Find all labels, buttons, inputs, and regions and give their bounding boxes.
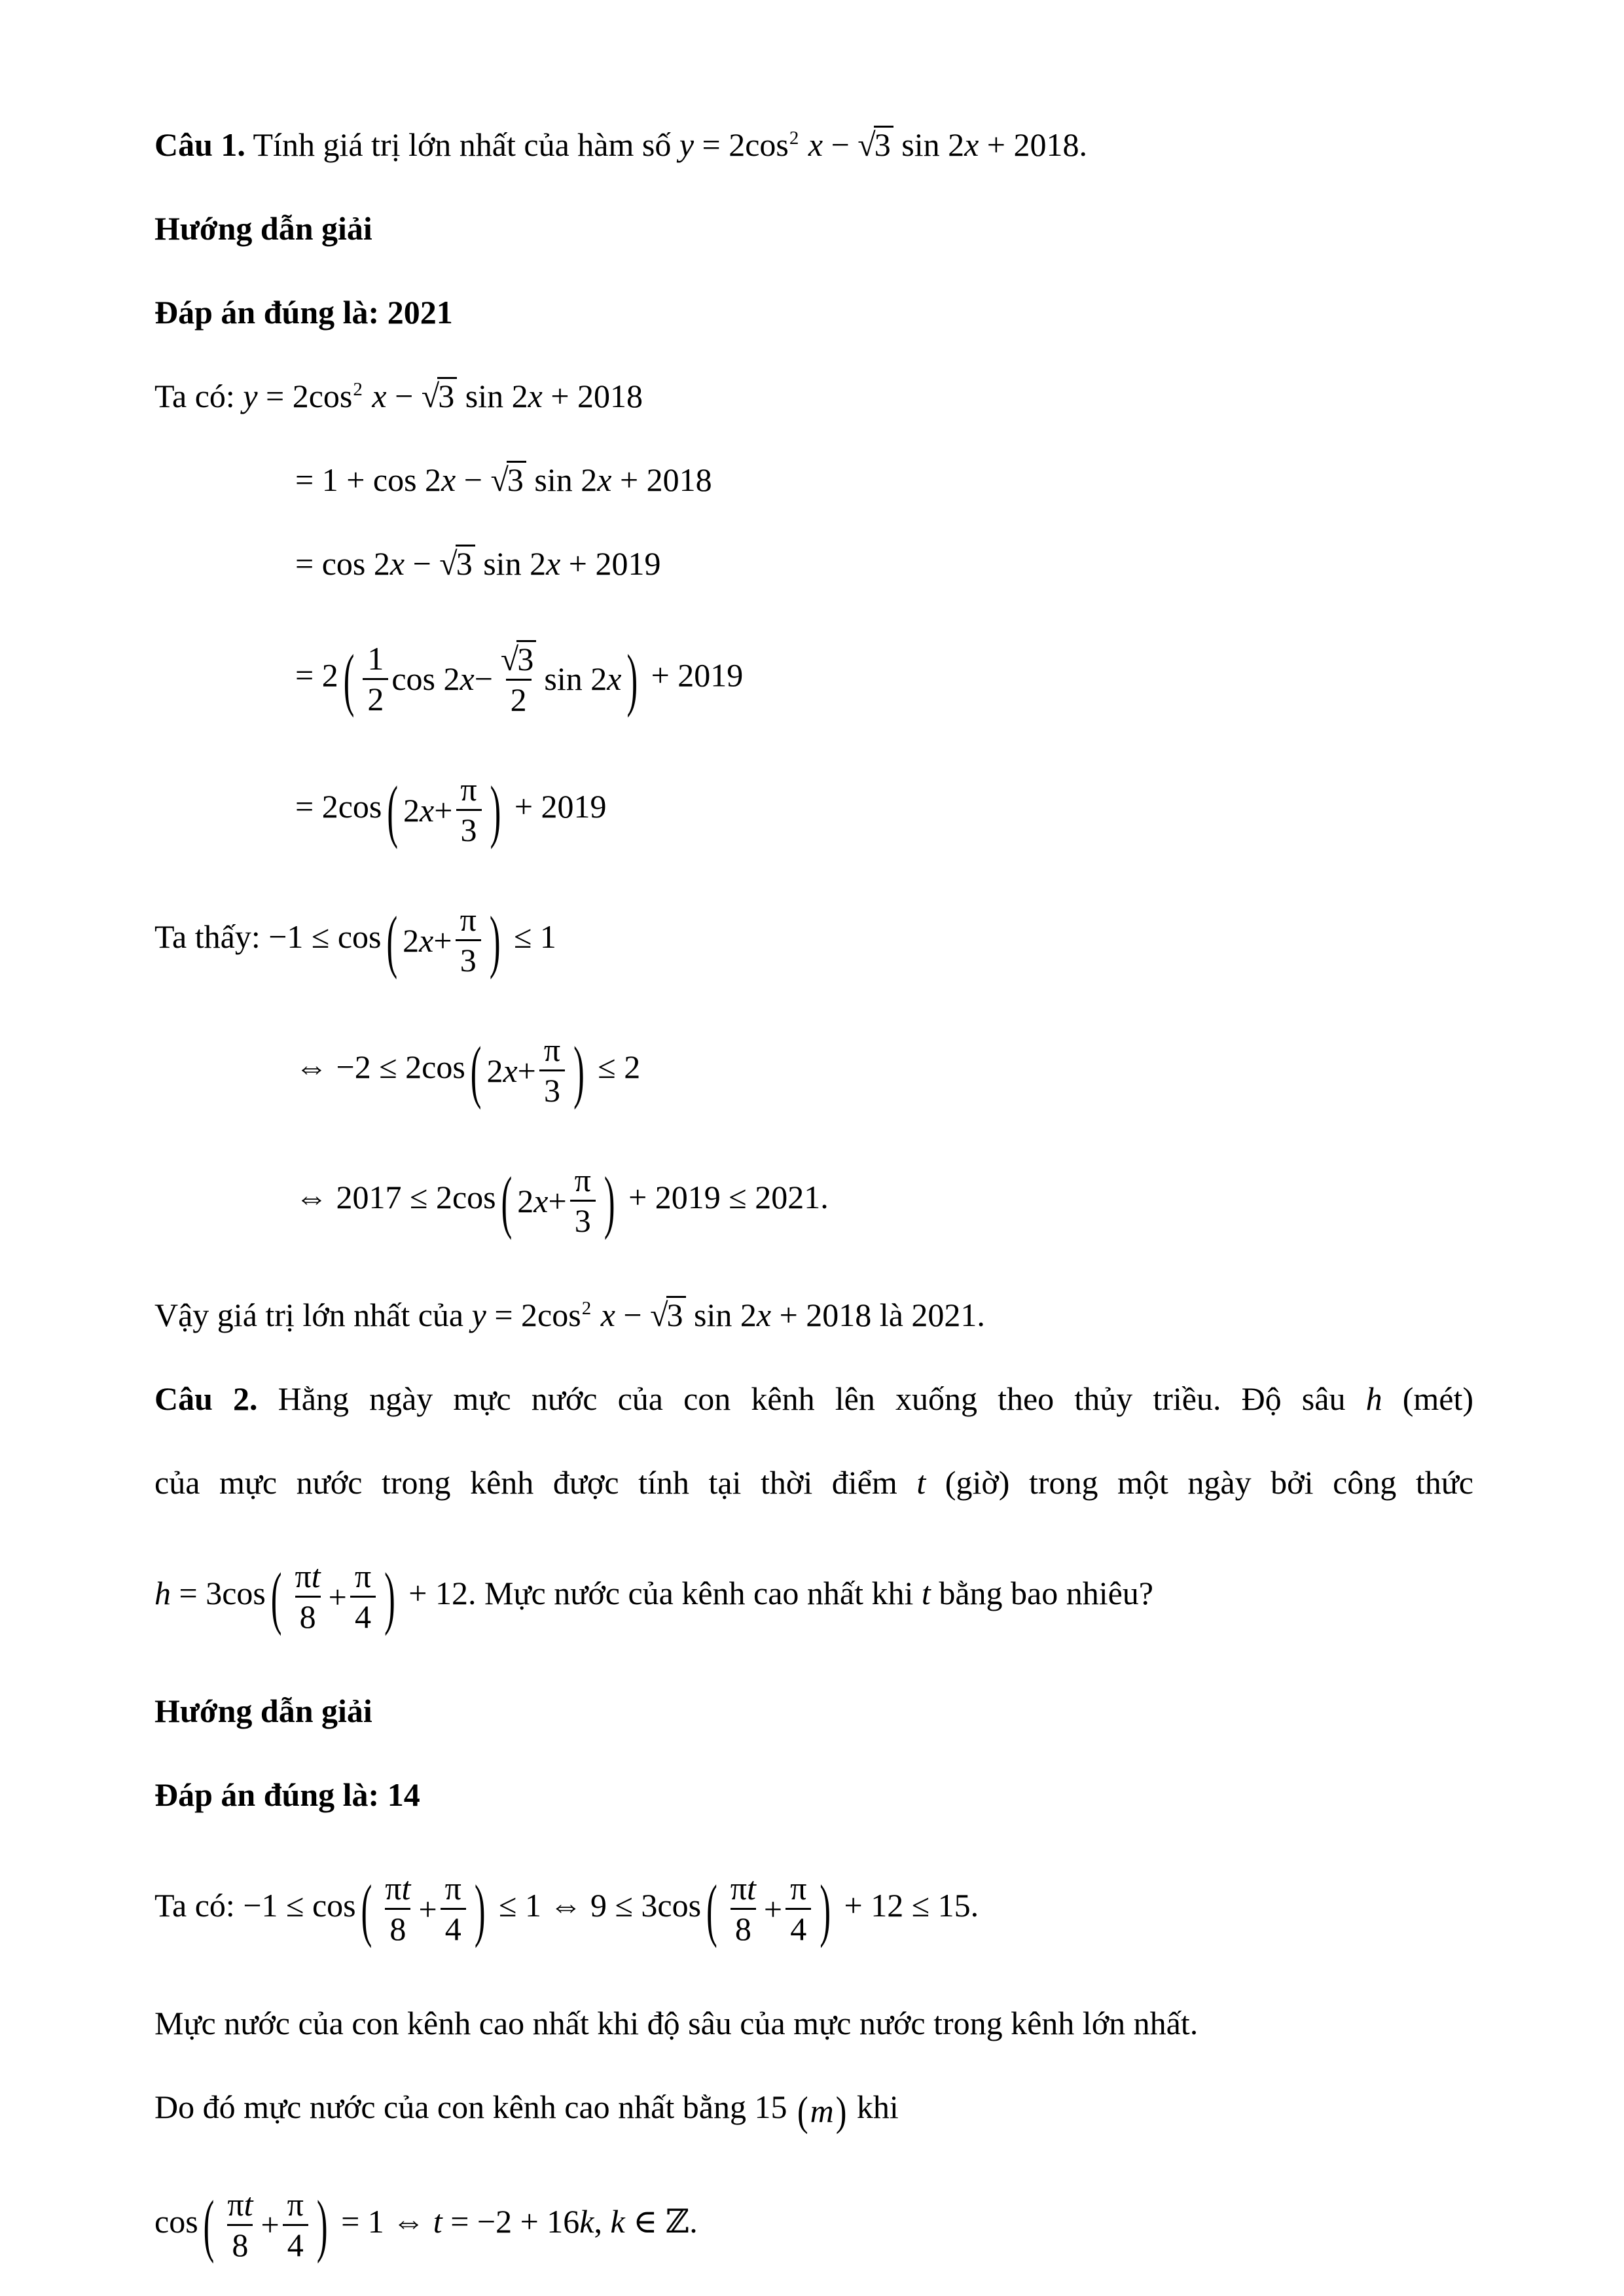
math-text: − <box>386 378 422 414</box>
left-paren-icon: ( <box>387 770 399 850</box>
math-variable: x <box>528 378 543 414</box>
math-radicand: 3 <box>507 461 526 497</box>
math-text: Do đó mực nước của con kênh cao nhất bằng 15 <box>154 2089 795 2125</box>
math-group-content <box>377 1871 469 1946</box>
q2-formula-line <box>154 1559 1473 1634</box>
q1-step-tathay <box>154 903 1473 978</box>
math-text: sin 2 <box>475 545 547 582</box>
math-text: = cos 2 <box>295 545 390 582</box>
math-variable: t <box>401 1870 411 1907</box>
math-fraction <box>291 1559 325 1634</box>
math-radicand: 3 <box>437 377 457 414</box>
math-group-content <box>359 640 621 717</box>
math-text: + <box>261 2206 280 2244</box>
left-paren-icon: ( <box>501 1161 513 1240</box>
math-variable: t <box>747 1870 756 1907</box>
math-text: π <box>354 1558 372 1594</box>
radical-icon: √ <box>500 641 518 677</box>
math-denominator <box>363 678 388 717</box>
math-group-content <box>219 2187 312 2263</box>
math-text: cos <box>154 2202 198 2240</box>
math-fraction <box>283 2187 308 2263</box>
math-paren-group <box>356 1871 491 1946</box>
math-numerator <box>283 2187 308 2224</box>
math-text: π <box>460 901 477 938</box>
right-paren-icon: ) <box>626 639 638 719</box>
math-group-content <box>486 1033 568 1108</box>
math-text: π <box>460 771 477 808</box>
math-group-content <box>403 772 485 848</box>
math-fraction <box>223 2187 257 2263</box>
math-fraction <box>456 903 481 978</box>
math-fraction <box>363 641 388 717</box>
math-sqrt <box>857 126 893 163</box>
right-paren-icon: ) <box>316 2185 328 2265</box>
math-variable: x <box>441 461 456 498</box>
math-text: + <box>433 922 452 959</box>
q1-step-2 <box>154 542 1473 585</box>
radical-icon: √ <box>439 545 456 582</box>
bold-text: Hướng dẫn giải <box>154 1693 372 1729</box>
math-text: π <box>444 1870 461 1907</box>
math-variable: x <box>389 545 405 582</box>
math-text <box>364 378 372 414</box>
math-variable: x <box>808 126 823 163</box>
math-group-content <box>810 2089 834 2132</box>
math-variable: t <box>916 1464 926 1501</box>
math-text: + 12 ≤ 15. <box>836 1886 979 1924</box>
math-denominator <box>441 1908 466 1946</box>
math-denominator <box>350 1596 376 1634</box>
math-text: Ta có: −1 ≤ cos <box>154 1886 356 1924</box>
q2-note-line <box>154 2001 1473 2045</box>
q2-answer-line <box>154 1773 1473 1816</box>
math-superscript: 2 <box>353 379 363 401</box>
math-text: π <box>543 1031 561 1068</box>
math-denominator <box>785 1908 811 1946</box>
math-group-content <box>517 1163 599 1238</box>
math-text: + 2018 <box>611 461 712 498</box>
q1-step-6 <box>154 1163 1473 1238</box>
math-variable: h <box>1365 1380 1382 1417</box>
math-fraction <box>441 1871 466 1946</box>
math-text: + <box>517 1052 536 1089</box>
math-text: − <box>456 461 491 498</box>
math-sqrt <box>490 461 526 498</box>
math-text: 4 <box>444 1910 461 1947</box>
math-text: 2 <box>403 922 420 959</box>
math-text: cos 2 <box>391 660 460 697</box>
math-variable: x <box>420 791 435 829</box>
math-text: π <box>227 2185 244 2223</box>
math-denominator <box>731 1908 756 1946</box>
math-variable: m <box>810 2092 834 2129</box>
left-paren-icon: ( <box>470 1031 482 1110</box>
math-text: 1 <box>367 639 384 677</box>
math-text: + <box>763 1890 783 1928</box>
math-paren-group <box>266 1559 401 1634</box>
math-text: − <box>405 545 440 582</box>
q1-step-3 <box>154 640 1473 717</box>
math-text: + 12. Mực nước của kênh cao nhất khi <box>400 1574 922 1611</box>
q2-solution-heading <box>154 1689 1473 1732</box>
math-text: Mực nước của con kênh cao nhất khi độ sâu của mực nước trong kênh lớn nhất. <box>154 2005 1199 2041</box>
radical-icon: √ <box>857 126 875 163</box>
math-text: sin 2 <box>544 660 607 697</box>
radical-icon: √ <box>490 461 507 498</box>
math-denominator <box>506 679 532 717</box>
math-text: − <box>474 660 493 697</box>
question-1-statement <box>154 123 1473 166</box>
bold-text: Câu 1. <box>154 126 245 163</box>
math-text: π <box>790 1870 807 1907</box>
math-denominator <box>570 1200 596 1238</box>
math-text: π <box>295 1558 312 1594</box>
right-paren-icon: ) <box>604 1161 615 1240</box>
math-variable: t <box>311 1558 321 1594</box>
math-paren-group <box>382 903 506 978</box>
q1-solution-heading <box>154 207 1473 250</box>
math-text: = 2cos <box>295 787 382 825</box>
math-paren-group <box>701 1871 836 1946</box>
math-text: + 2019 <box>560 545 661 582</box>
math-text: sin 2 <box>457 378 528 414</box>
math-numerator <box>223 2187 257 2224</box>
math-text: π <box>574 1162 591 1198</box>
left-paren-icon: ( <box>386 901 398 980</box>
math-numerator <box>570 1163 596 1200</box>
math-text: + <box>434 791 453 829</box>
math-text: 2 <box>517 1182 534 1219</box>
math-variable: x <box>372 378 387 414</box>
math-paren-group <box>382 772 506 848</box>
math-numerator <box>380 1871 415 1908</box>
math-variable: y <box>243 378 258 414</box>
left-paren-icon: ( <box>203 2185 215 2265</box>
math-text: , <box>594 2202 611 2240</box>
math-denominator <box>456 939 481 978</box>
math-text: 2 <box>510 681 527 718</box>
math-text: 2 <box>486 1052 503 1089</box>
math-text: sin 2 <box>893 126 965 163</box>
math-denominator <box>295 1596 321 1634</box>
math-text: = 1 + cos 2 <box>295 461 442 498</box>
math-variable: x <box>460 660 475 697</box>
q1-step-taco <box>154 374 1473 418</box>
math-superscript: 2 <box>789 128 799 149</box>
question-2-statement-line2 <box>154 1461 1473 1504</box>
math-radicand: 3 <box>666 1296 686 1333</box>
math-numerator <box>441 1871 466 1908</box>
math-group-content <box>723 1871 815 1946</box>
math-variable: t <box>433 2202 442 2240</box>
math-text: 8 <box>389 1910 406 1947</box>
math-text: + 2019 <box>643 656 744 694</box>
right-paren-icon: ) <box>489 901 501 980</box>
math-text: + 2018. <box>979 126 1087 163</box>
math-fraction <box>726 1871 761 1946</box>
math-text: π <box>287 2185 304 2223</box>
left-paren-icon: ( <box>706 1869 717 1948</box>
math-text: sin 2 <box>526 461 598 498</box>
math-text: 3 <box>574 1202 591 1239</box>
math-denominator <box>227 2224 253 2263</box>
math-variable: x <box>597 461 612 498</box>
math-text: = 2cos <box>486 1297 581 1333</box>
math-paren-group <box>795 2089 848 2132</box>
math-variable: x <box>964 126 979 163</box>
math-text: 8 <box>734 1910 751 1947</box>
bold-text: Đáp án đúng là: 14 <box>154 1776 420 1813</box>
math-paren-group <box>338 640 643 717</box>
math-text: 2 <box>403 791 420 829</box>
math-paren-group <box>496 1163 621 1238</box>
math-text: ⇔ −2 ≤ 2cos <box>295 1048 465 1085</box>
math-text: ≤ 1 ⇔ 9 ≤ 3cos <box>490 1886 702 1924</box>
math-fraction <box>456 772 481 848</box>
math-variable: k <box>579 2202 594 2240</box>
math-text: Ta có: <box>154 378 244 414</box>
math-radicand: 3 <box>516 640 536 677</box>
math-text <box>800 126 808 163</box>
math-superscript: 2 <box>581 1298 592 1319</box>
radical-icon: √ <box>421 378 439 414</box>
math-text: khi <box>848 2089 899 2125</box>
left-paren-icon: ( <box>797 2087 808 2134</box>
math-variable: y <box>679 126 695 163</box>
math-text: 8 <box>232 2226 249 2263</box>
math-radicand: 3 <box>874 126 893 162</box>
math-text: 8 <box>299 1598 316 1635</box>
math-group-content <box>403 903 484 978</box>
math-paren-group <box>465 1033 590 1108</box>
left-paren-icon: ( <box>270 1557 282 1636</box>
math-text: + 2018 <box>542 378 643 414</box>
q2-step-taco <box>154 1871 1473 1946</box>
q1-step-5 <box>154 1033 1473 1108</box>
math-fraction <box>539 1033 565 1108</box>
math-text: (giờ) trong một ngày bởi công thức <box>926 1464 1474 1501</box>
math-text: + 2019 ≤ 2021. <box>620 1178 829 1215</box>
math-text: = 1 ⇔ <box>333 2202 433 2240</box>
bold-text: Đáp án đúng là: 2021 <box>154 294 453 331</box>
math-text: = −2 + 16 <box>442 2202 580 2240</box>
math-text: 4 <box>790 1910 807 1947</box>
math-text: (mét) <box>1382 1380 1473 1417</box>
math-text: 2 <box>367 680 384 717</box>
math-text: + <box>418 1890 437 1928</box>
math-numerator <box>726 1871 761 1908</box>
right-paren-icon: ) <box>384 1557 395 1636</box>
math-text: π <box>730 1870 747 1907</box>
math-text: = 2cos <box>694 126 789 163</box>
math-radicand: 3 <box>456 545 475 581</box>
math-text <box>592 1297 601 1333</box>
math-text: bằng bao nhiêu? <box>930 1574 1153 1611</box>
math-text: của mực nước trong kênh được tính tại thời điểm <box>154 1464 917 1501</box>
math-variable: t <box>244 2185 253 2223</box>
math-text: + <box>328 1578 347 1615</box>
math-text: − <box>615 1297 651 1333</box>
math-text: 4 <box>355 1598 371 1635</box>
math-numerator <box>456 903 481 939</box>
math-numerator <box>496 640 541 679</box>
math-text: ≤ 2 <box>589 1048 641 1085</box>
math-variable: x <box>503 1052 518 1089</box>
math-group-content <box>287 1559 380 1634</box>
math-variable: x <box>600 1297 615 1333</box>
math-variable: k <box>610 2202 625 2240</box>
math-numerator <box>363 641 388 678</box>
q1-step-4 <box>154 772 1473 848</box>
math-sqrt <box>501 641 536 677</box>
math-denominator <box>385 1908 410 1946</box>
math-text: − <box>823 126 858 163</box>
math-numerator <box>785 1871 811 1908</box>
math-variable: x <box>607 660 622 697</box>
q1-answer-line <box>154 291 1473 334</box>
math-variable: x <box>419 922 434 959</box>
q1-conclusion <box>154 1293 1473 1336</box>
math-text: 3 <box>543 1072 560 1109</box>
math-fraction <box>785 1871 811 1946</box>
math-text: π <box>385 1870 402 1907</box>
math-fraction <box>496 640 541 717</box>
math-variable: x <box>533 1182 549 1219</box>
math-text: 3 <box>460 942 477 978</box>
math-paren-group <box>198 2187 333 2263</box>
math-numerator <box>350 1559 376 1596</box>
math-text: 3 <box>460 812 477 848</box>
math-numerator <box>291 1559 325 1596</box>
left-paren-icon: ( <box>343 639 355 719</box>
left-paren-icon: ( <box>361 1869 372 1948</box>
math-denominator <box>539 1069 565 1108</box>
right-paren-icon: ) <box>474 1869 486 1948</box>
math-text: Vậy giá trị lớn nhất của <box>154 1297 472 1333</box>
radical-icon: √ <box>650 1297 667 1333</box>
math-denominator <box>456 809 482 848</box>
q2-final-line <box>154 2187 1473 2263</box>
math-text: sin 2 <box>685 1297 757 1333</box>
math-sqrt <box>422 378 457 414</box>
q2-dodo-line <box>154 2085 1473 2132</box>
math-text: ≤ 1 <box>505 918 556 955</box>
math-text: + <box>548 1182 567 1219</box>
math-text: = 3cos <box>171 1574 266 1611</box>
math-variable: y <box>471 1297 486 1333</box>
math-text: + 2019 <box>506 787 607 825</box>
right-paren-icon: ) <box>490 770 501 850</box>
math-fraction <box>380 1871 415 1946</box>
math-text: Ta thấy: −1 ≤ cos <box>154 918 382 955</box>
math-sqrt <box>650 1297 685 1333</box>
math-variable: t <box>921 1574 931 1611</box>
math-text: Hằng ngày mực nước của con kênh lên xuống theo thủy triều. Độ sâu <box>257 1380 1366 1417</box>
math-numerator <box>456 772 481 809</box>
math-sqrt <box>439 545 475 582</box>
math-variable: x <box>546 545 561 582</box>
math-text: ∈ ℤ. <box>624 2202 698 2240</box>
math-text: ⇔ 2017 ≤ 2cos <box>295 1178 496 1215</box>
math-denominator <box>283 2224 308 2263</box>
math-fraction <box>350 1559 376 1634</box>
math-text: 4 <box>287 2226 304 2263</box>
math-variable: h <box>154 1574 171 1611</box>
math-numerator <box>539 1033 565 1069</box>
bold-text: Câu 2. <box>154 1380 258 1417</box>
right-paren-icon: ) <box>573 1031 585 1110</box>
math-text: = 2cos <box>257 378 353 414</box>
math-variable: x <box>756 1297 772 1333</box>
math-text: + 2018 là 2021. <box>771 1297 985 1333</box>
math-text: Tính giá trị lớn nhất của hàm số <box>245 126 679 163</box>
q1-step-1 <box>154 458 1473 501</box>
bold-text: Hướng dẫn giải <box>154 210 372 247</box>
math-text: = 2 <box>295 656 338 694</box>
math-fraction <box>570 1163 596 1238</box>
right-paren-icon: ) <box>820 1869 831 1948</box>
right-paren-icon: ) <box>835 2087 847 2134</box>
question-2-statement-line1 <box>154 1377 1473 1420</box>
